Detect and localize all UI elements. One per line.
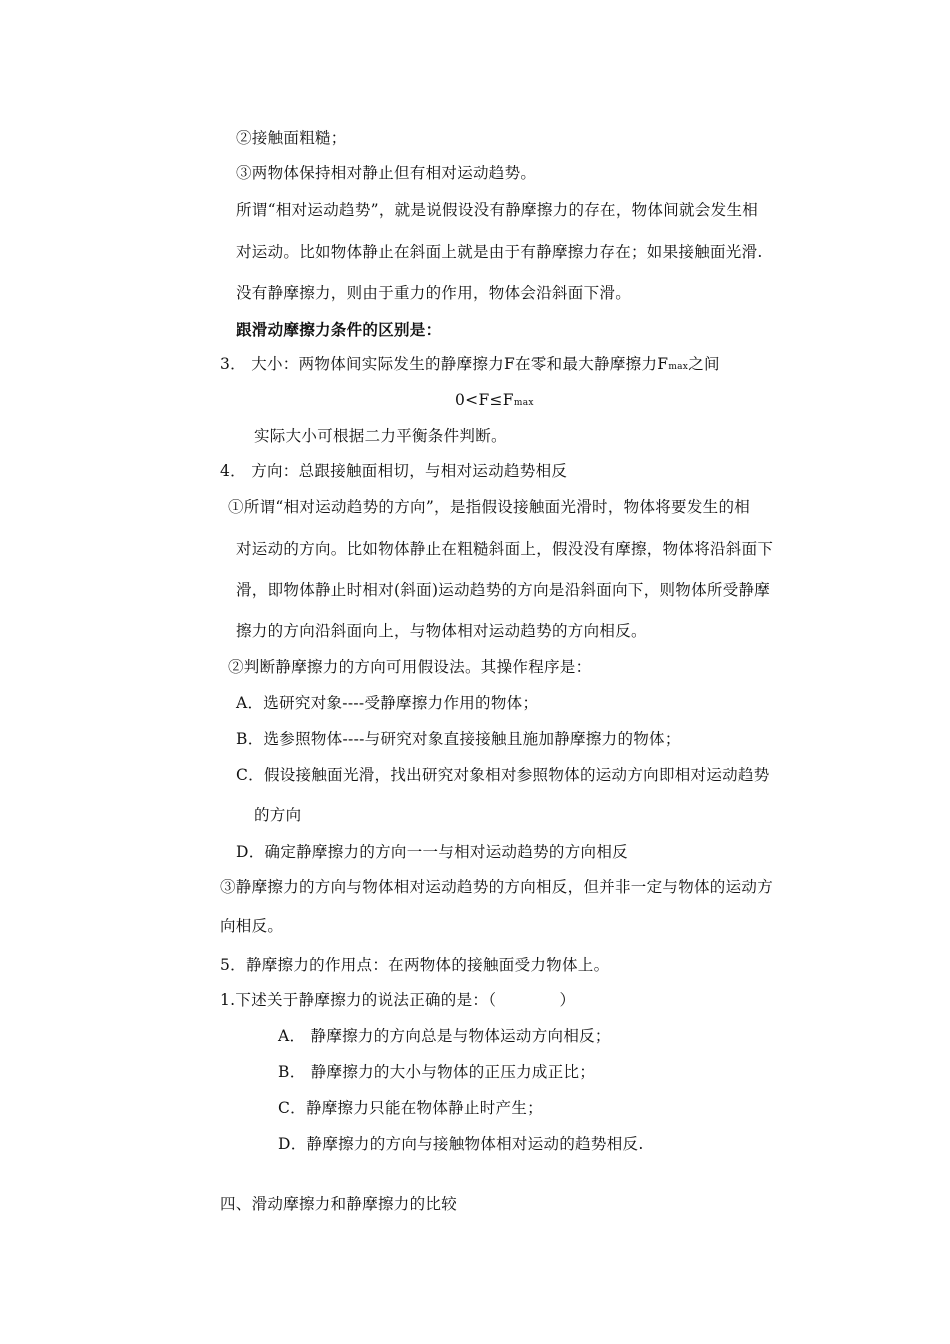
paragraph-line: 对运动的方向。比如物体静止在粗糙斜面上，假没没有摩擦，物体将沿斜面下 <box>236 540 774 558</box>
size-item: 3． 大小：两物体间实际发生的静摩擦力F在零和最大静摩擦力Fmax之间 <box>220 355 720 373</box>
option-c: C．静摩擦力只能在物体静止时产生； <box>278 1099 543 1117</box>
paragraph-line: 对运动。比如物体静止在斜面上就是由于有静摩擦力存在；如果接触面光滑. <box>236 243 763 261</box>
option-d: D．静摩擦力的方向与接触物体相对运动的趋势相反. <box>278 1135 644 1153</box>
condition-3: ③两物体保持相对静止但有相对运动趋势。 <box>236 164 537 182</box>
procedure-step: C．假设接触面光滑，找出研究对象相对参照物体的运动方向即相对运动趋势 <box>236 766 770 784</box>
paragraph-line: 擦力的方向沿斜面向上，与物体相对运动趋势的方向相反。 <box>236 622 647 640</box>
direction-item: 4． 方向：总跟接触面相切，与相对运动趋势相反 <box>220 462 568 480</box>
procedure-step: B．选参照物体----与研究对象直接接触且施加静摩擦力的物体； <box>236 730 681 748</box>
option-b: B． 静摩擦力的大小与物体的正压力成正比； <box>278 1063 596 1081</box>
point-item: 5．静摩擦力的作用点：在两物体的接触面受力物体上。 <box>220 956 610 974</box>
procedure-step: A．选研究对象----受静摩擦力作用的物体； <box>236 694 539 712</box>
paragraph-line: ②判断静摩擦力的方向可用假设法。其操作程序是： <box>228 658 592 676</box>
bold-heading: 跟滑动摩擦力条件的区别是： <box>236 320 442 339</box>
paragraph-line: 所谓“相对运动趋势”，就是说假设没有静摩擦力的存在，物体间就会发生相 <box>236 201 759 219</box>
paragraph-line: ③静摩擦力的方向与物体相对运动趋势的方向相反，但并非一定与物体的运动方 <box>220 878 774 896</box>
formula: 0<F≤Fmax <box>455 391 534 409</box>
paragraph-line: ①所谓“相对运动趋势的方向”，是指假设接触面光滑时，物体将要发生的相 <box>228 498 751 516</box>
paragraph-line: 滑，即物体静止时相对(斜面)运动趋势的方向是沿斜面向下，则物体所受静摩 <box>236 581 771 599</box>
paragraph-line: 实际大小可根据二力平衡条件判断。 <box>254 427 507 445</box>
procedure-step-cont: 的方向 <box>254 806 302 824</box>
question: 1.下述关于静摩擦力的说法正确的是：（ ） <box>220 991 576 1009</box>
condition-2: ②接触面粗糙； <box>236 129 347 147</box>
paragraph-line: 向相反。 <box>220 917 284 935</box>
paragraph-line: 没有静摩擦力，则由于重力的作用，物体会沿斜面下滑。 <box>236 284 632 302</box>
procedure-step: D．确定静摩擦力的方向一一与相对运动趋势的方向相反 <box>236 843 628 861</box>
option-a: A． 静摩擦力的方向总是与物体运动方向相反； <box>278 1027 611 1045</box>
section-heading: 四、滑动摩擦力和静摩擦力的比较 <box>220 1195 458 1213</box>
